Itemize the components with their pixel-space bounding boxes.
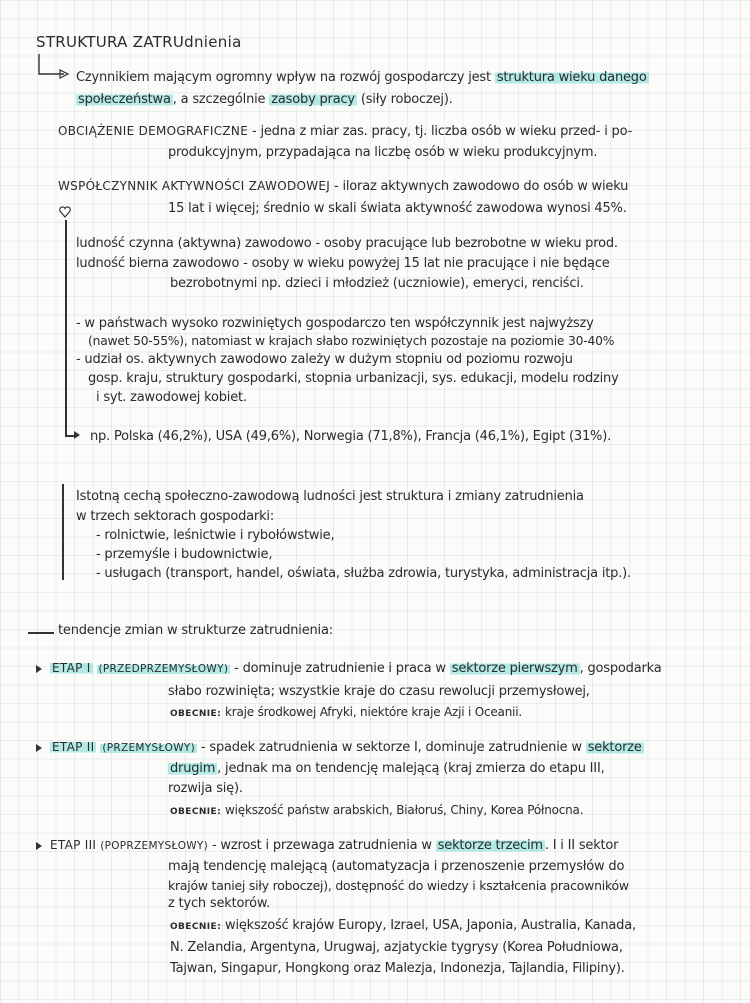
highlight-text: sektorze pierwszym xyxy=(451,661,578,676)
sektory-item: - rolnictwie, leśnictwie i rybołówstwie, xyxy=(96,528,335,543)
highlight-text: drugim xyxy=(170,761,216,776)
tendencje-heading: tendencje zmian w strukturze zatrudnienia: xyxy=(58,623,333,638)
divider-line xyxy=(28,632,54,634)
etap-sublabel: (PRZEDPRZEMYSŁOWY) xyxy=(98,663,229,675)
intro-text: , a szczególnie xyxy=(172,92,266,107)
sektory-line-2: w trzech sektorach gospodarki: xyxy=(76,509,274,524)
etap3-line-2: mają tendencję malejącą (automatyzacja i przenoszenie przemysłów do xyxy=(168,859,625,874)
obciazenie-line-1 xyxy=(58,124,632,139)
examples-line: np. Polska (46,2%), USA (49,6%), Norwegia (71,8%), Francja (46,1%), Egipt (31%). xyxy=(90,429,612,444)
highlight-text: sektorze xyxy=(587,740,642,755)
ludnosc-line-3: bezrobotnymi np. dzieci i młodzież (uczniowie), emeryci, renciści. xyxy=(170,276,584,291)
etap3-obecnie-2: N. Zelandia, Argentyna, Urugwaj, azjatyckie tygrysy (Korea Południowa, xyxy=(170,940,623,955)
obciazenie-line-2: produkcyjnym, przypadająca na liczbę osób w wieku produkcyjnym. xyxy=(168,145,598,160)
etap2-line-1 xyxy=(50,740,644,755)
highlight-text: struktura wieku danego xyxy=(496,70,647,85)
sektory-item: - przemyśle i budownictwie, xyxy=(96,547,273,562)
etap-label: ETAP II xyxy=(52,740,95,754)
etap-text: - wzrost i przewaga zatrudnienia w xyxy=(208,838,432,853)
etap3-obecnie xyxy=(170,918,636,933)
etap-text: - dominuje zatrudnienie i praca w xyxy=(230,661,446,676)
bullet-line: gosp. kraju, struktury gospodarki, stopnia urbanizacji, sys. edukacji, modelu rodziny xyxy=(88,371,619,386)
intro-text: (siły roboczej). xyxy=(360,92,453,107)
definition-term: WSPÓŁCZYNNIK AKTYWNOŚCI ZAWODOWEJ xyxy=(58,179,331,193)
bullet-line: - udział os. aktywnych zawodowo zależy w dużym stopniu od poziomu rozwoju xyxy=(76,352,573,367)
etap2-line-3: rozwija się). xyxy=(168,781,243,796)
etap-text: . I i II sektor xyxy=(544,838,619,853)
etap-sublabel: (PRZEMYSŁOWY) xyxy=(102,742,196,754)
highlight-text: społeczeństwa xyxy=(78,92,171,107)
intro-line-2 xyxy=(76,92,453,107)
etap3-obecnie-3: Tajwan, Singapur, Hongkong oraz Malezja, Indonezja, Tajlandia, Filipiny). xyxy=(170,961,625,976)
etap2-obecnie xyxy=(170,803,583,818)
etap2-line-2 xyxy=(168,761,605,776)
etap-text: - spadek zatrudnienia w sektorze I, dominuje zatrudnienie w xyxy=(197,740,582,755)
arrow-icon xyxy=(74,431,80,439)
etap3-line-4: z tych sektorów. xyxy=(168,896,270,911)
highlight-text: sektorze trzecim xyxy=(437,838,543,853)
etap-label: ETAP I xyxy=(52,661,91,675)
obecnie-label: OBECNIE: xyxy=(170,709,222,719)
bullet-line: (nawet 50-55%), natomiast w krajach słabo rozwiniętych pozostaje na poziomie 30-40% xyxy=(88,334,615,348)
intro-text: Czynnikiem mającym ogromny wpływ na rozwój gospodarczy jest xyxy=(76,70,491,85)
bullet-line: - w państwach wysoko rozwiniętych gospodarczo ten współczynnik jest najwyższy xyxy=(76,316,594,331)
definition-text: - jedna z miar zas. pracy, tj. liczba osób w wieku przed- i po- xyxy=(248,124,633,139)
bullet-line: i syt. zawodowej kobiet. xyxy=(96,390,247,405)
definition-term: OBCIĄŻENIE DEMOGRAFICZNE xyxy=(58,124,249,138)
page-title: STRUKTURA ZATRUdnienia xyxy=(36,33,242,51)
bullet-triangle-icon xyxy=(36,744,42,752)
bullet-triangle-icon xyxy=(36,665,42,673)
obecnie-text: kraje środkowej Afryki, niektóre kraje Azji i Oceanii. xyxy=(225,705,523,719)
highlight-text: zasoby pracy xyxy=(271,92,355,107)
bullet-triangle-icon xyxy=(36,842,42,850)
arrow-icon xyxy=(36,52,76,82)
wspolczynnik-line-2: 15 lat i więcej; średnio w skali świata aktywność zawodowa wynosi 45%. xyxy=(168,201,627,216)
etap1-line-2: słabo rozwinięta; wszystkie kraje do czasu rewolucji przemysłowej, xyxy=(168,684,590,699)
definition-text: - iloraz aktywnych zawodowo do osób w wieku xyxy=(330,179,629,194)
ludnosc-line-1: ludność czynna (aktywna) zawodowo - osoby pracujące lub bezrobotne w wieku prod. xyxy=(76,236,618,251)
etap-label: ETAP III xyxy=(50,838,97,852)
heart-icon xyxy=(58,205,72,219)
bracket-line xyxy=(65,220,67,435)
etap3-line-1 xyxy=(50,838,618,853)
etap-text: , gospodarka xyxy=(579,661,662,676)
etap1-line-1 xyxy=(50,661,662,676)
ludnosc-line-2: ludność bierna zawodowo - osoby w wieku powyżej 15 lat nie pracujące i nie będące xyxy=(76,256,610,271)
obecnie-text: większość krajów Europy, Izrael, USA, Japonia, Australia, Kanada, xyxy=(225,918,636,933)
obecnie-label: OBECNIE: xyxy=(170,922,222,932)
etap-text: , jednak ma on tendencję malejącą (kraj zmierza do etapu III, xyxy=(217,761,605,776)
etap-sublabel: (POPRZEMYSŁOWY) xyxy=(100,840,209,852)
wspolczynnik-line-1 xyxy=(58,179,628,194)
obecnie-label: OBECNIE: xyxy=(170,807,222,817)
sektory-line-1: Istotną cechą społeczno-zawodową ludności jest struktura i zmiany zatrudnienia xyxy=(76,489,584,504)
intro-line-1 xyxy=(76,70,649,85)
bracket-line xyxy=(62,484,64,580)
obecnie-text: większość państw arabskich, Białoruś, Chiny, Korea Północna. xyxy=(225,803,584,817)
etap3-line-3: krajów taniej siły roboczej), dostępność do wiedzy i kształcenia pracowników xyxy=(168,878,629,893)
etap1-obecnie xyxy=(170,705,522,720)
sektory-item: - usługach (transport, handel, oświata, służba zdrowia, turystyka, administracja itp.). xyxy=(96,566,631,581)
